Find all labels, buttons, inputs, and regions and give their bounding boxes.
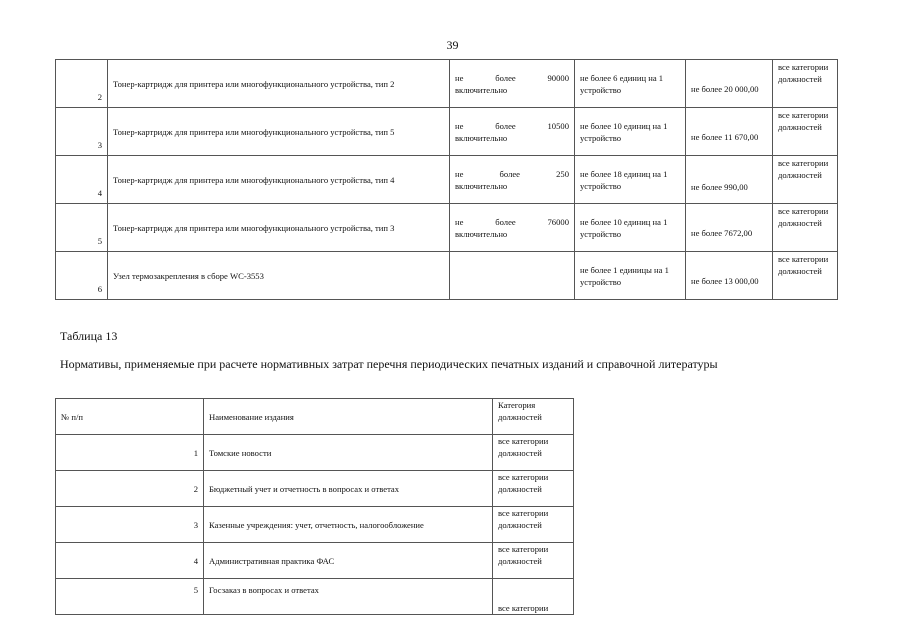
item-category: все категории должностей — [773, 252, 838, 300]
item-name: Тонер-картридж для принтера или многофункционального устройства, тип 4 — [108, 156, 450, 204]
item-price: не более 20 000,00 — [686, 60, 773, 108]
publication-name: Томские новости — [204, 435, 493, 471]
publication-category: все категории должностей — [493, 543, 574, 579]
row-number: 6 — [56, 252, 108, 300]
quantity-word: не — [455, 72, 464, 83]
quantity-word: не — [455, 120, 464, 131]
row-number: 5 — [56, 204, 108, 252]
quantity-word: более — [495, 120, 516, 131]
quantity-suffix: включительно — [455, 132, 508, 143]
table-header-row — [56, 399, 574, 435]
item-name: Тонер-картридж для принтера или многофункционального устройства, тип 2 — [108, 60, 450, 108]
row-number: 5 — [56, 579, 204, 615]
item-limit: не более 6 единиц на 1 устройство — [575, 60, 686, 108]
quantity-word: более — [499, 168, 520, 179]
item-quantity — [450, 156, 575, 204]
table-row — [56, 252, 838, 300]
item-quantity — [450, 60, 575, 108]
quantity-value: 10500 — [547, 120, 569, 131]
publication-name: Казенные учреждения: учет, отчетность, налогообложение — [204, 507, 493, 543]
table-row — [56, 543, 574, 579]
row-number: 1 — [56, 435, 204, 471]
item-category: все категории должностей — [773, 60, 838, 108]
row-number: 4 — [56, 543, 204, 579]
item-price: не более 990,00 — [686, 156, 773, 204]
header-num: № п/п — [56, 399, 204, 435]
item-price: не более 11 670,00 — [686, 108, 773, 156]
quantity-value: 250 — [556, 168, 569, 179]
table-caption: Нормативы, применяемые при расчете нормативных затрат перечня периодических печатных изданий и справочной литературы — [60, 357, 718, 371]
row-number: 2 — [56, 60, 108, 108]
item-quantity — [450, 252, 575, 300]
item-quantity — [450, 108, 575, 156]
periodicals-norms-table — [55, 398, 574, 615]
equipment-norms-table — [55, 59, 838, 300]
publication-category: все категории должностей — [493, 507, 574, 543]
publication-category: все категории должностей — [493, 471, 574, 507]
item-price: не более 7672,00 — [686, 204, 773, 252]
publication-name: Административная практика ФАС — [204, 543, 493, 579]
quantity-value: 90000 — [547, 72, 569, 83]
item-name: Тонер-картридж для принтера или многофункционального устройства, тип 3 — [108, 204, 450, 252]
table-row — [56, 435, 574, 471]
item-limit: не более 10 единиц на 1 устройство — [575, 108, 686, 156]
item-category: все категории должностей — [773, 156, 838, 204]
table-row — [56, 60, 838, 108]
publication-category: все категории должностей — [493, 435, 574, 471]
item-price: не более 13 000,00 — [686, 252, 773, 300]
quantity-value: 76000 — [547, 216, 569, 227]
row-number: 2 — [56, 471, 204, 507]
quantity-suffix: включительно — [455, 84, 508, 95]
item-limit: не более 1 единицы на 1 устройство — [575, 252, 686, 300]
row-number: 4 — [56, 156, 108, 204]
publication-name: Бюджетный учет и отчетность в вопросах и ответах — [204, 471, 493, 507]
item-limit: не более 10 единиц на 1 устройство — [575, 204, 686, 252]
table-row — [56, 507, 574, 543]
row-number: 3 — [56, 108, 108, 156]
item-limit: не более 18 единиц на 1 устройство — [575, 156, 686, 204]
page-number: 39 — [446, 38, 459, 52]
row-number: 3 — [56, 507, 204, 543]
publication-name: Госзаказ в вопросах и ответах — [204, 579, 493, 615]
quantity-word: более — [495, 216, 516, 227]
table-row — [56, 108, 838, 156]
item-category: все категории должностей — [773, 108, 838, 156]
publication-category: все категории — [493, 579, 574, 615]
item-category: все категории должностей — [773, 204, 838, 252]
item-name: Узел термозакрепления в сборе WC-3553 — [108, 252, 450, 300]
quantity-suffix: включительно — [455, 180, 508, 191]
item-name: Тонер-картридж для принтера или многофункционального устройства, тип 5 — [108, 108, 450, 156]
item-quantity — [450, 204, 575, 252]
table-row — [56, 579, 574, 615]
quantity-word: более — [495, 72, 516, 83]
quantity-suffix: включительно — [455, 228, 508, 239]
table-row — [56, 204, 838, 252]
header-category: Категория должностей — [493, 399, 574, 435]
quantity-word: не — [455, 216, 464, 227]
table-row — [56, 156, 838, 204]
table-title: Таблица 13 — [60, 329, 118, 343]
table-row — [56, 471, 574, 507]
quantity-word: не — [455, 168, 464, 179]
header-name: Наименование издания — [204, 399, 493, 435]
